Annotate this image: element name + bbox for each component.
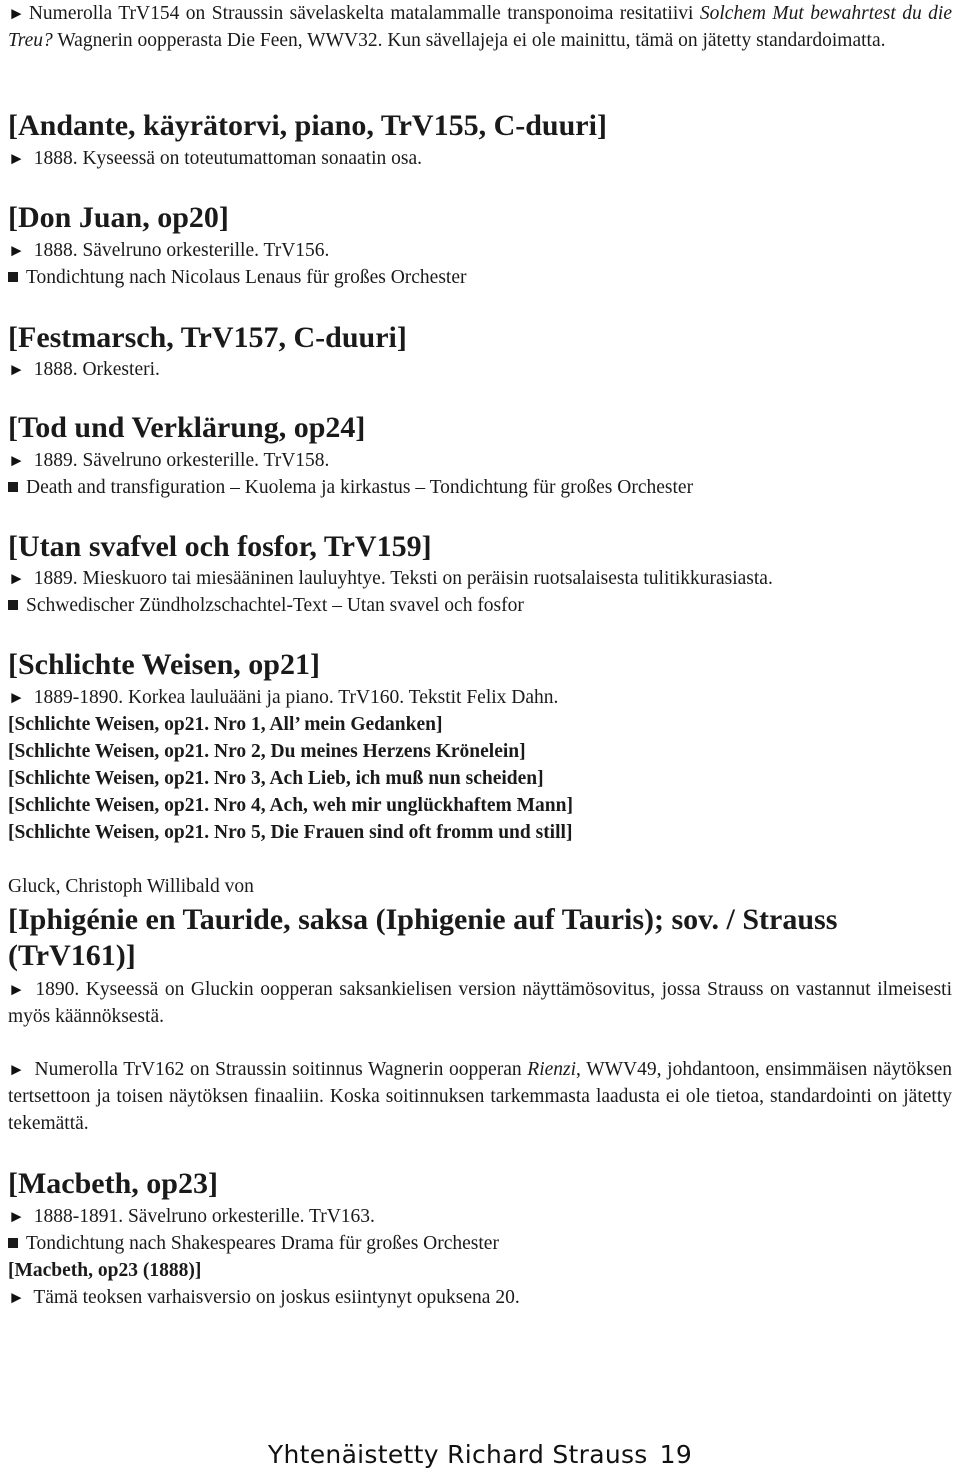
entry-heading: [Don Juan, op20] <box>8 201 229 234</box>
footer-title: Yhtenäistetty Richard Strauss <box>267 1440 648 1469</box>
intro-paragraph: ► Numerolla TrV154 on Straussin sävelaskelta matalammalle transponoima resitatiivi Solchem Mut bewahrtest du die Treu? Wagnerin oopperasta Die Feen, WWV32. Kun sävellajeja ei ole mainittu, tämä on jätetty standardoimatta. <box>8 3 952 51</box>
entry-subtitle: Tondichtung nach Nicolaus Lenaus für großes Orchester <box>8 264 952 291</box>
arrow-icon: ► <box>8 360 25 379</box>
entry-note: ► Tämä teoksen varhaisversio on joskus esiintynyt opuksena 20. <box>8 1287 520 1308</box>
composer-name: Gluck, Christoph Willibald von <box>8 876 254 897</box>
entry-heading: [Tod und Verklärung, op24] <box>8 411 366 444</box>
part-heading: [Schlichte Weisen, op21. Nro 4, Ach, weh mir unglückhaftem Mann] <box>8 795 573 816</box>
part-heading: [Schlichte Weisen, op21. Nro 3, Ach Lieb, ich muß nun scheiden] <box>8 768 544 789</box>
square-bullet-icon <box>8 600 18 610</box>
entry-heading: [Festmarsch, TrV157, C-duuri] <box>8 321 407 354</box>
arrow-icon: ► <box>8 1060 25 1079</box>
page-footer <box>0 1440 960 1469</box>
arrow-icon: ► <box>8 1207 25 1226</box>
entry-info: ► 1890. Kyseessä on Gluckin oopperan saksankielisen version näyttämösovitus, jossa Strauss on vastannut ilmeisesti myös käännöksestä. <box>8 979 952 1027</box>
entry-heading: [Schlichte Weisen, op21] <box>8 648 320 681</box>
rienzi-paragraph: ► Numerolla TrV162 on Straussin soitinnus Wagnerin oopperan Rienzi, WWV49, johdantoon, ensimmäisen näytöksen tertsettoon ja toisen näytöksen finaaliin. Koska soitinnuksen tarkemmasta laadusta ei ole tietoa, standardointi on jätetty tekemättä. <box>8 1059 953 1134</box>
entry-subtitle: Schwedischer Zündholzschachtel-Text – Utan svavel och fosfor <box>8 592 952 619</box>
arrow-icon: ► <box>8 4 25 23</box>
part-heading: [Macbeth, op23 (1888)] <box>8 1260 202 1281</box>
square-bullet-icon <box>8 482 18 492</box>
arrow-icon: ► <box>8 980 25 999</box>
part-heading: [Schlichte Weisen, op21. Nro 5, Die Frauen sind oft fromm und still] <box>8 822 573 843</box>
entry-subtitle: Tondichtung nach Shakespeares Drama für großes Orchester <box>8 1230 952 1257</box>
arrow-icon: ► <box>8 451 25 470</box>
arrow-icon: ► <box>8 241 25 260</box>
entry-info: ► 1888-1891. Sävelruno orkesterille. TrV163. <box>8 1206 375 1227</box>
arrow-icon: ► <box>8 149 25 168</box>
entry-subtitle: Death and transfiguration – Kuolema ja kirkastus – Tondichtung für großes Orchester <box>8 474 952 501</box>
part-heading: [Schlichte Weisen, op21. Nro 1, All’ mein Gedanken] <box>8 714 443 735</box>
page-number: 19 <box>659 1440 693 1469</box>
square-bullet-icon <box>8 1238 18 1248</box>
entry-heading: [Utan svafvel och fosfor, TrV159] <box>8 530 432 563</box>
entry-info: ► 1889. Sävelruno orkesterille. TrV158. <box>8 450 330 471</box>
arrow-icon: ► <box>8 569 25 588</box>
entry-info: ► 1888. Sävelruno orkesterille. TrV156. <box>8 240 330 261</box>
arrow-icon: ► <box>8 1288 25 1307</box>
part-heading: [Schlichte Weisen, op21. Nro 2, Du meines Herzens Krönelein] <box>8 741 526 762</box>
entry-info: ► 1888. Orkesteri. <box>8 359 160 380</box>
entry-info: ► 1889-1890. Korkea lauluääni ja piano. TrV160. Tekstit Felix Dahn. <box>8 687 559 708</box>
entry-heading: [Macbeth, op23] <box>8 1167 218 1200</box>
entry-info: ► 1888. Kyseessä on toteutumattoman sonaatin osa. <box>8 148 423 169</box>
entry-heading: [Iphigénie en Tauride, saksa (Iphigenie auf Tauris); sov. / Strauss (TrV161)] <box>8 903 838 972</box>
arrow-icon: ► <box>8 688 25 707</box>
entry-info: ► 1889. Mieskuoro tai miesääninen lauluyhtye. Teksti on peräisin ruotsalaisesta tulitikkurasiasta. <box>8 568 773 589</box>
entry-heading: [Andante, käyrätorvi, piano, TrV155, C-duuri] <box>8 109 607 142</box>
square-bullet-icon <box>8 272 18 282</box>
